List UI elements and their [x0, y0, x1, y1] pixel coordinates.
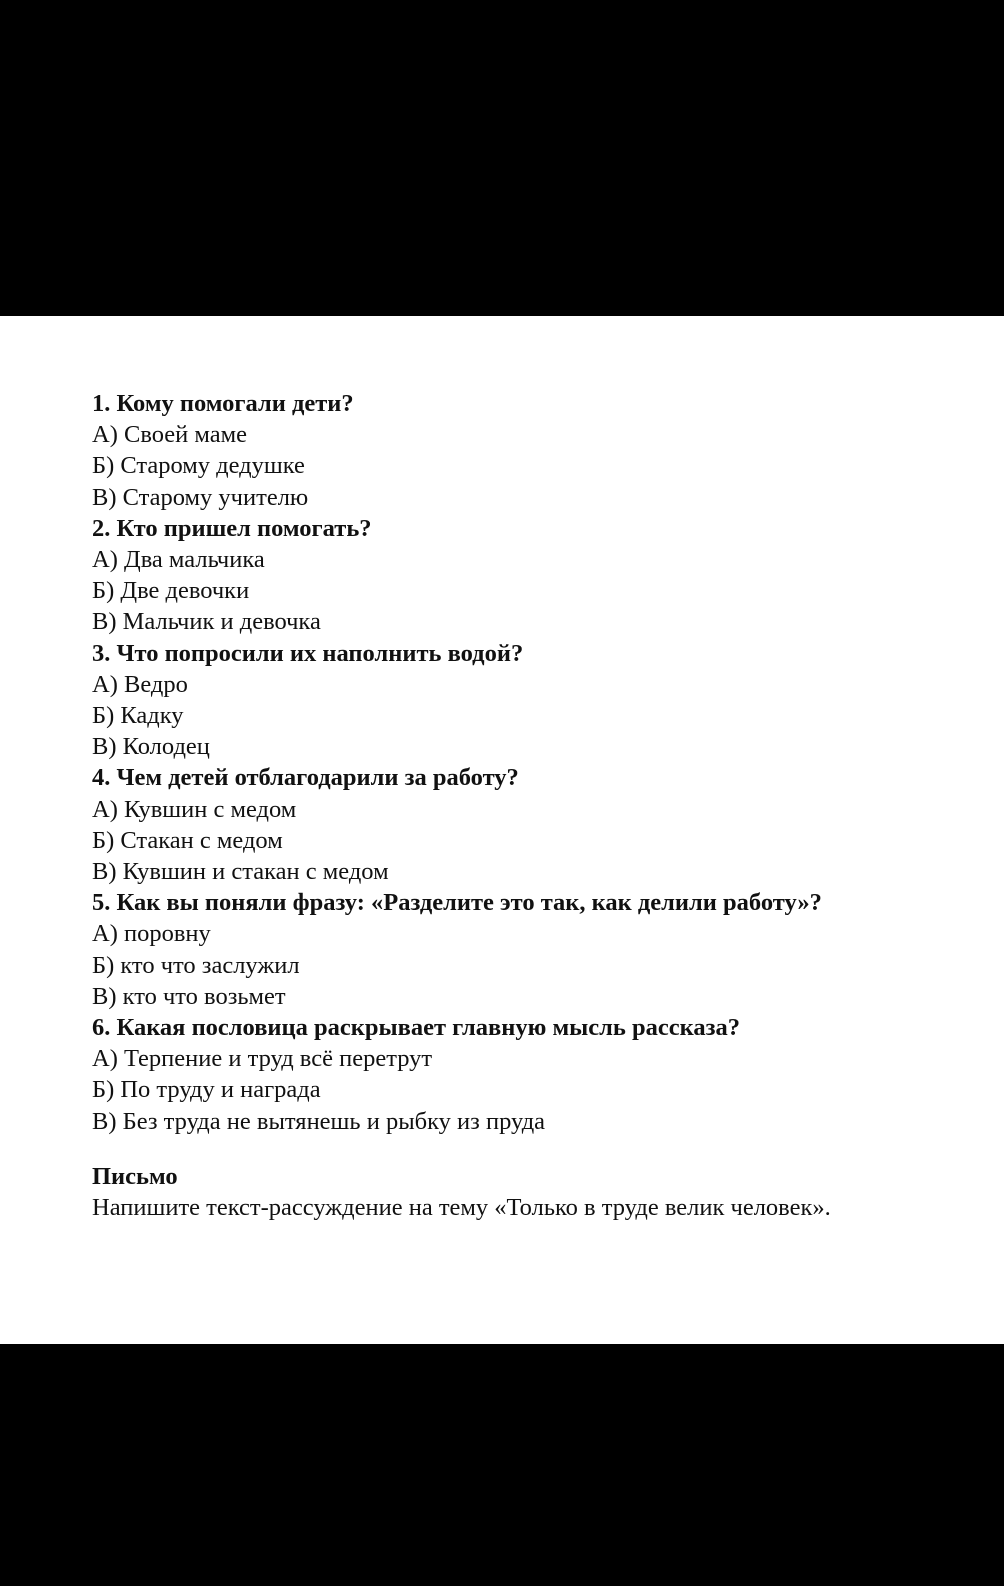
question-title: 3. Что попросили их наполнить водой? [92, 639, 524, 667]
answer-option-c: В) Кувшин и стакан с медом [92, 858, 389, 886]
question-title: 5. Как вы поняли фразу: «Разделите это так, как делили работу»? [92, 889, 822, 917]
answer-option-c: В) Колодец [92, 733, 210, 761]
answer-option-c: В) Без труда не вытянешь и рыбку из пруда [92, 1107, 546, 1135]
question-title: 4. Чем детей отблагодарили за работу? [92, 764, 519, 792]
question-title: 2. Кто пришел помогать? [92, 514, 372, 542]
answer-option-c: В) кто что возьмет [92, 982, 286, 1010]
answer-option-b: Б) По труду и награда [92, 1076, 321, 1104]
question-title: 6. Какая пословица раскрывает главную мысль рассказа? [92, 1014, 740, 1042]
answer-option-c: В) Старому учителю [92, 483, 309, 511]
question-3 [92, 638, 972, 763]
answer-option-a: А) Ведро [92, 670, 188, 698]
top-black-bar [0, 0, 1004, 316]
question-6 [92, 1012, 972, 1137]
answer-option-a: А) Терпение и труд всё перетрут [92, 1045, 433, 1073]
question-5 [92, 887, 972, 1012]
document-page [0, 316, 1004, 1344]
bottom-black-bar [0, 1344, 1004, 1586]
question-4 [92, 762, 972, 887]
answer-option-b: Б) кто что заслужил [92, 951, 300, 979]
answer-option-b: Б) Стакан с медом [92, 826, 283, 854]
question-2 [92, 513, 972, 638]
quiz-content [92, 388, 972, 1223]
answer-option-b: Б) Две девочки [92, 577, 250, 605]
answer-option-c: В) Мальчик и девочка [92, 608, 321, 636]
letter-section [92, 1161, 972, 1223]
answer-option-b: Б) Старому дедушке [92, 452, 305, 480]
answer-option-a: А) Кувшин с медом [92, 795, 297, 823]
answer-option-a: А) поровну [92, 920, 211, 948]
answer-option-a: А) Два мальчика [92, 546, 265, 574]
letter-task: Напишите текст-рассуждение на тему «Только в труде велик человек». [92, 1194, 831, 1222]
letter-title: Письмо [92, 1162, 178, 1190]
answer-option-b: Б) Кадку [92, 702, 184, 730]
question-title: 1. Кому помогали дети? [92, 390, 354, 417]
question-1 [92, 388, 972, 513]
answer-option-a: А) Своей маме [92, 421, 247, 449]
